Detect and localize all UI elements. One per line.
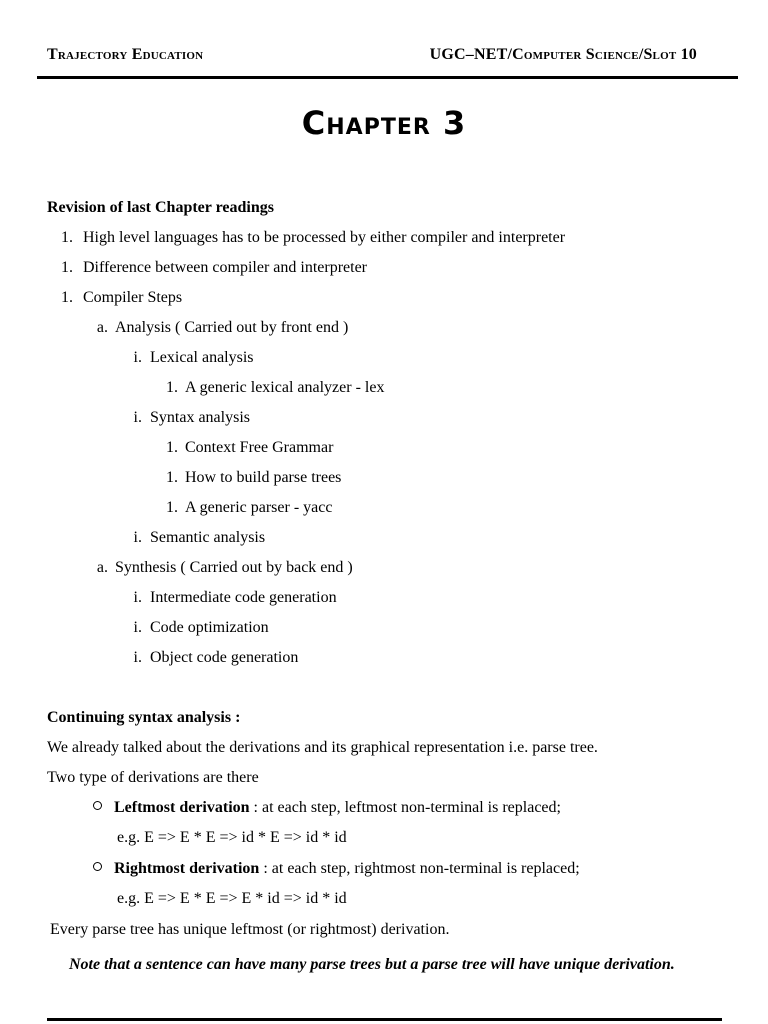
note-paragraph: Note that a sentence can have many parse trees but a parse tree will have unique derivation. — [69, 956, 675, 973]
list-item — [124, 588, 337, 608]
rightmost-term: Rightmost derivation — [114, 860, 260, 877]
list-item-text: A generic parser - yacc — [185, 499, 333, 516]
rightmost-example: e.g. E => E * E => E * id => id * id — [117, 890, 347, 907]
list-item — [124, 648, 298, 668]
list-item-text: A generic lexical analyzer - lex — [185, 379, 385, 396]
list-item — [47, 288, 182, 308]
list-item — [47, 228, 565, 248]
paragraph: Every parse tree has unique leftmost (or rightmost) derivation. — [50, 921, 450, 938]
list-item-text: Lexical analysis — [150, 349, 254, 366]
paragraph: Two type of derivations are there — [47, 769, 259, 786]
list-marker: i. — [133, 409, 142, 426]
list-marker: a. — [96, 559, 108, 576]
leftmost-desc: : at each step, leftmost non-terminal is replaced; — [249, 799, 561, 816]
list-marker: 1. — [61, 289, 73, 306]
bullet-item — [93, 798, 561, 818]
list-marker: 1. — [166, 439, 178, 456]
list-marker: 1. — [166, 499, 178, 516]
list-item — [162, 378, 384, 398]
header-right-prefix: UGC–NET/Computer Science/Slot — [429, 46, 677, 63]
list-item-text: Syntax analysis — [150, 409, 250, 426]
header-right — [430, 46, 697, 64]
list-marker: i. — [133, 529, 142, 546]
leftmost-term: Leftmost derivation — [114, 799, 250, 816]
list-marker: i. — [133, 349, 142, 366]
list-item-text: Intermediate code generation — [150, 589, 337, 606]
list-item — [124, 528, 265, 548]
list-item — [124, 348, 254, 368]
leftmost-example: e.g. E => E * E => id * E => id * id — [117, 829, 347, 846]
list-item-text: Difference between compiler and interpreter — [83, 259, 367, 276]
continuing-heading: Continuing syntax analysis : — [47, 709, 241, 726]
rightmost-desc: : at each step, rightmost non-terminal is replaced; — [259, 860, 580, 877]
list-marker: 1. — [61, 259, 73, 276]
list-item-text: Object code generation — [150, 649, 299, 666]
list-item-text: Compiler Steps — [83, 289, 183, 306]
revision-heading: Revision of last Chapter readings — [47, 199, 274, 216]
list-item — [47, 258, 367, 278]
list-item-text: Code optimization — [150, 619, 269, 636]
list-item-text: Context Free Grammar — [185, 439, 334, 456]
list-item — [162, 468, 341, 488]
circle-bullet-icon — [93, 801, 102, 810]
list-item — [162, 498, 332, 518]
header-rule — [37, 76, 738, 79]
page-header — [47, 46, 697, 70]
list-marker: i. — [133, 589, 142, 606]
list-item — [90, 318, 348, 338]
list-item — [90, 558, 353, 578]
list-item — [124, 408, 250, 428]
header-slot-number: 10 — [680, 46, 697, 63]
list-marker: i. — [133, 649, 142, 666]
list-marker: 1. — [61, 229, 73, 246]
list-item-text: High level languages has to be processed by either compiler and interpreter — [83, 229, 566, 246]
header-left: Trajectory Education — [47, 46, 204, 63]
list-item-text: Synthesis ( Carried out by back end ) — [115, 559, 353, 576]
list-item-text: Semantic analysis — [150, 529, 266, 546]
list-marker: i. — [133, 619, 142, 636]
paragraph: We already talked about the derivations and its graphical representation i.e. parse tree. — [47, 739, 598, 756]
list-marker: a. — [96, 319, 108, 336]
bullet-item — [93, 859, 580, 879]
footer-rule — [47, 1018, 722, 1021]
chapter-title: Chapter 3 — [301, 104, 467, 142]
list-marker: 1. — [166, 379, 178, 396]
circle-bullet-icon — [93, 862, 102, 871]
list-item-text: How to build parse trees — [185, 469, 342, 486]
list-marker: 1. — [166, 469, 178, 486]
list-item — [124, 618, 269, 638]
list-item — [162, 438, 333, 458]
list-item-text: Analysis ( Carried out by front end ) — [115, 319, 349, 336]
